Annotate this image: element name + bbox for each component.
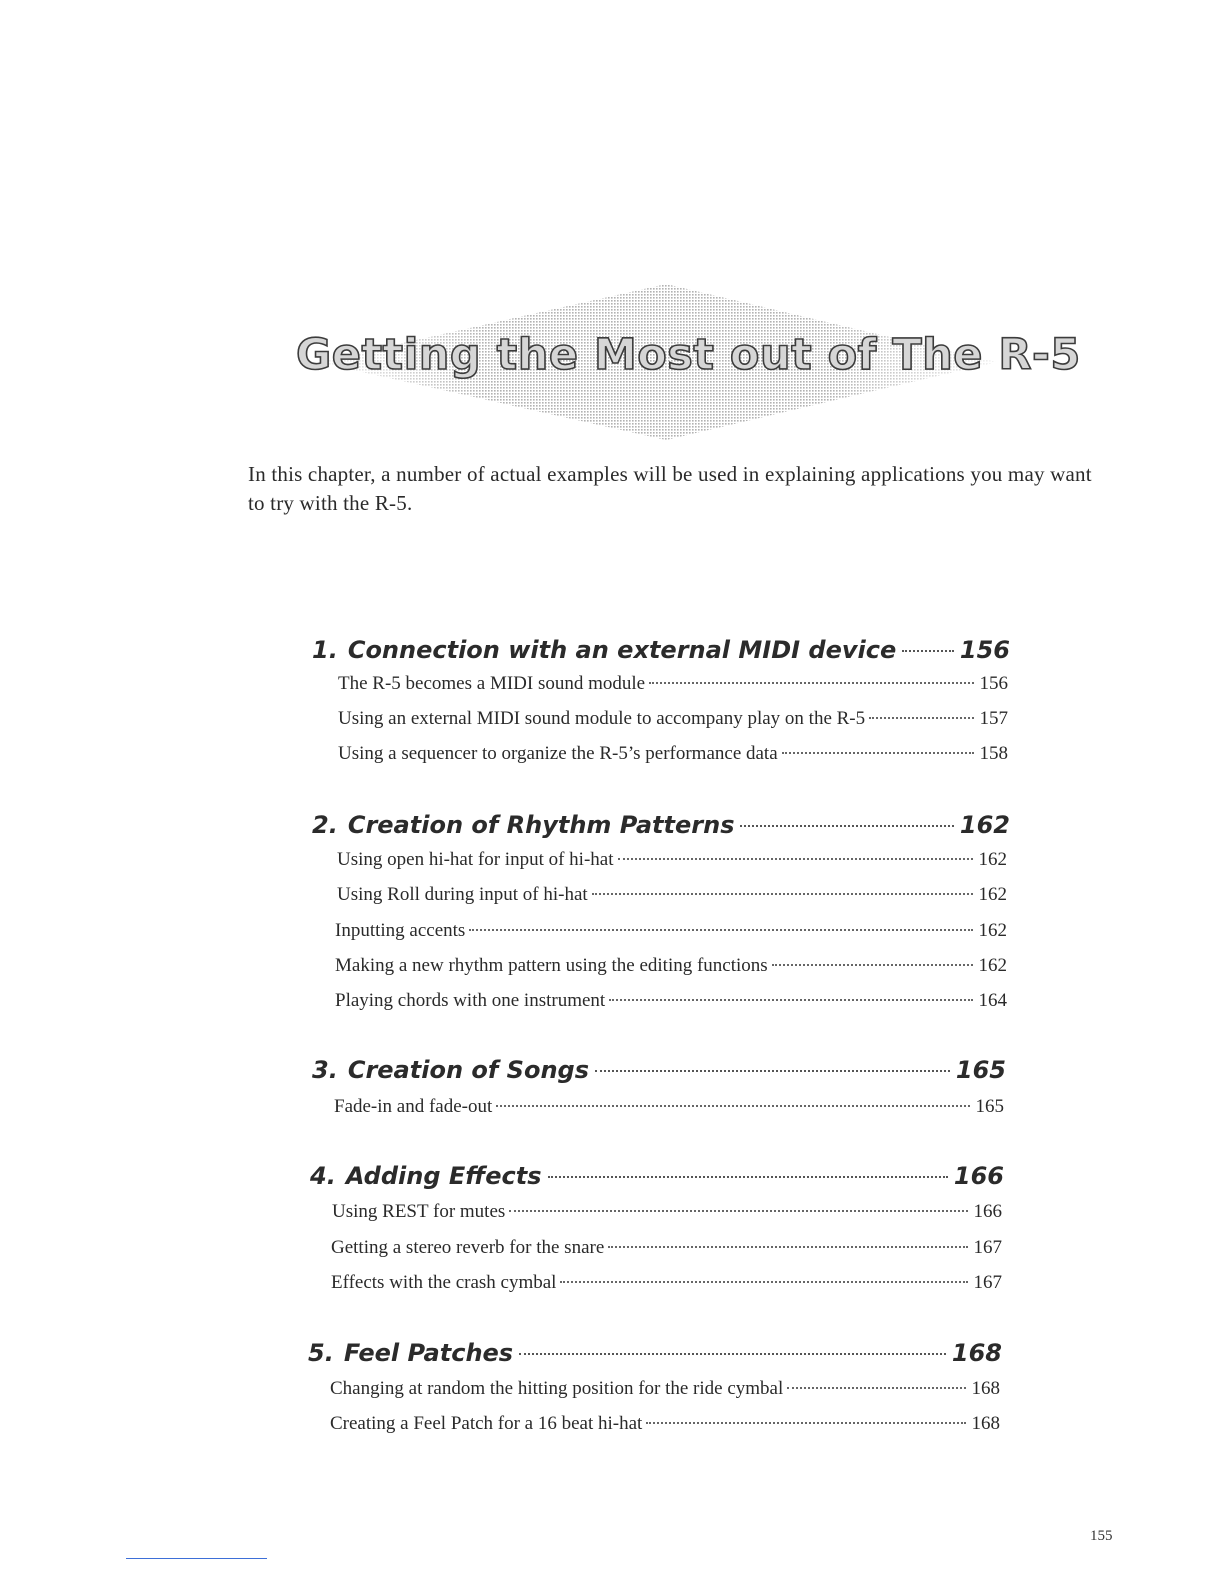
section-page-number: 168	[951, 1339, 1002, 1367]
dot-leader	[609, 999, 972, 1001]
section-title: Creation of Songs	[347, 1056, 589, 1084]
dot-leader	[608, 1246, 967, 1248]
section-title: Connection with an external MIDI device	[347, 636, 897, 664]
toc-entry[interactable]	[338, 708, 1008, 730]
dot-leader	[469, 929, 972, 931]
dot-leader	[592, 893, 973, 895]
entry-title: Creating a Feel Patch for a 16 beat hi-hat	[330, 1413, 643, 1434]
entry-page-number: 156	[979, 673, 1008, 694]
dot-leader	[519, 1353, 946, 1355]
section-number: 5.	[308, 1339, 334, 1367]
toc-section-2[interactable]	[312, 811, 1010, 839]
toc-entry[interactable]	[335, 920, 1007, 942]
entry-title: Getting a stereo reverb for the snare	[331, 1237, 605, 1258]
chapter-title: Getting the Most out of The R-5	[296, 330, 1081, 380]
chapter-intro: In this chapter, a number of actual examples will be used in explaining applications you may want to try with the R-5.	[248, 462, 1092, 515]
entry-title: Using open hi-hat for input of hi-hat	[337, 849, 614, 870]
footer-rule	[126, 1558, 267, 1559]
toc-entry[interactable]	[337, 849, 1007, 871]
toc-entry[interactable]	[330, 1378, 1000, 1400]
entry-title: Effects with the crash cymbal	[331, 1272, 557, 1293]
entry-page-number: 162	[978, 920, 1007, 941]
entry-title: Using an external MIDI sound module to accompany play on the R-5	[338, 708, 866, 729]
entry-page-number: 158	[979, 743, 1008, 764]
entry-page-number: 168	[971, 1413, 1000, 1434]
toc-section-4[interactable]	[310, 1162, 1004, 1190]
entry-title: Using REST for mutes	[332, 1201, 506, 1222]
section-title: Adding Effects	[345, 1162, 542, 1190]
toc-section-1[interactable]	[312, 636, 1010, 664]
entry-page-number: 162	[978, 955, 1007, 976]
entry-title: Using a sequencer to organize the R-5’s performance data	[338, 743, 778, 764]
entry-page-number: 166	[973, 1201, 1002, 1222]
section-number: 4.	[310, 1162, 336, 1190]
dot-leader	[772, 964, 973, 966]
entry-page-number: 168	[971, 1378, 1000, 1399]
entry-page-number: 167	[973, 1272, 1002, 1293]
toc-section-3[interactable]	[312, 1056, 1006, 1084]
entry-title: Fade-in and fade-out	[334, 1096, 493, 1117]
toc-entry[interactable]	[335, 955, 1007, 977]
toc-entry[interactable]	[337, 884, 1007, 906]
section-page-number: 165	[955, 1056, 1006, 1084]
entry-title: The R-5 becomes a MIDI sound module	[338, 673, 646, 694]
dot-leader	[787, 1387, 965, 1389]
dot-leader	[869, 717, 973, 719]
dot-leader	[496, 1105, 969, 1107]
dot-leader	[740, 825, 953, 827]
dot-leader	[649, 682, 973, 684]
entry-page-number: 162	[978, 849, 1007, 870]
toc-entry[interactable]	[338, 743, 1008, 765]
dot-leader	[595, 1070, 950, 1072]
section-title: Feel Patches	[343, 1339, 514, 1367]
entry-title: Inputting accents	[335, 920, 466, 941]
dot-leader	[560, 1281, 967, 1283]
section-number: 2.	[312, 811, 338, 839]
entry-title: Using Roll during input of hi-hat	[337, 884, 588, 905]
dot-leader	[548, 1176, 948, 1178]
entry-page-number: 157	[979, 708, 1008, 729]
dot-leader	[902, 650, 954, 652]
section-number: 3.	[312, 1056, 338, 1084]
dot-leader	[618, 858, 973, 860]
section-page-number: 156	[959, 636, 1010, 664]
dot-leader	[646, 1422, 965, 1424]
toc-section-5[interactable]	[308, 1339, 1002, 1367]
entry-title: Playing chords with one instrument	[335, 990, 606, 1011]
entry-page-number: 167	[973, 1237, 1002, 1258]
entry-title: Making a new rhythm pattern using the editing functions	[335, 955, 768, 976]
toc-entry[interactable]	[338, 673, 1008, 695]
toc-entry[interactable]	[330, 1413, 1000, 1435]
section-title: Creation of Rhythm Patterns	[347, 811, 735, 839]
toc-entry[interactable]	[335, 990, 1007, 1012]
dot-leader	[509, 1210, 967, 1212]
toc-entry[interactable]	[332, 1201, 1002, 1223]
section-page-number: 166	[953, 1162, 1004, 1190]
section-number: 1.	[312, 636, 338, 664]
entry-page-number: 162	[978, 884, 1007, 905]
page-number: 155	[1090, 1528, 1113, 1544]
dot-leader	[782, 752, 974, 754]
toc-entry[interactable]	[331, 1272, 1002, 1294]
entry-page-number: 165	[975, 1096, 1004, 1117]
entry-page-number: 164	[978, 990, 1007, 1011]
section-page-number: 162	[959, 811, 1010, 839]
toc-entry[interactable]	[334, 1096, 1004, 1118]
toc-entry[interactable]	[331, 1237, 1002, 1259]
entry-title: Changing at random the hitting position for the ride cymbal	[330, 1378, 784, 1399]
